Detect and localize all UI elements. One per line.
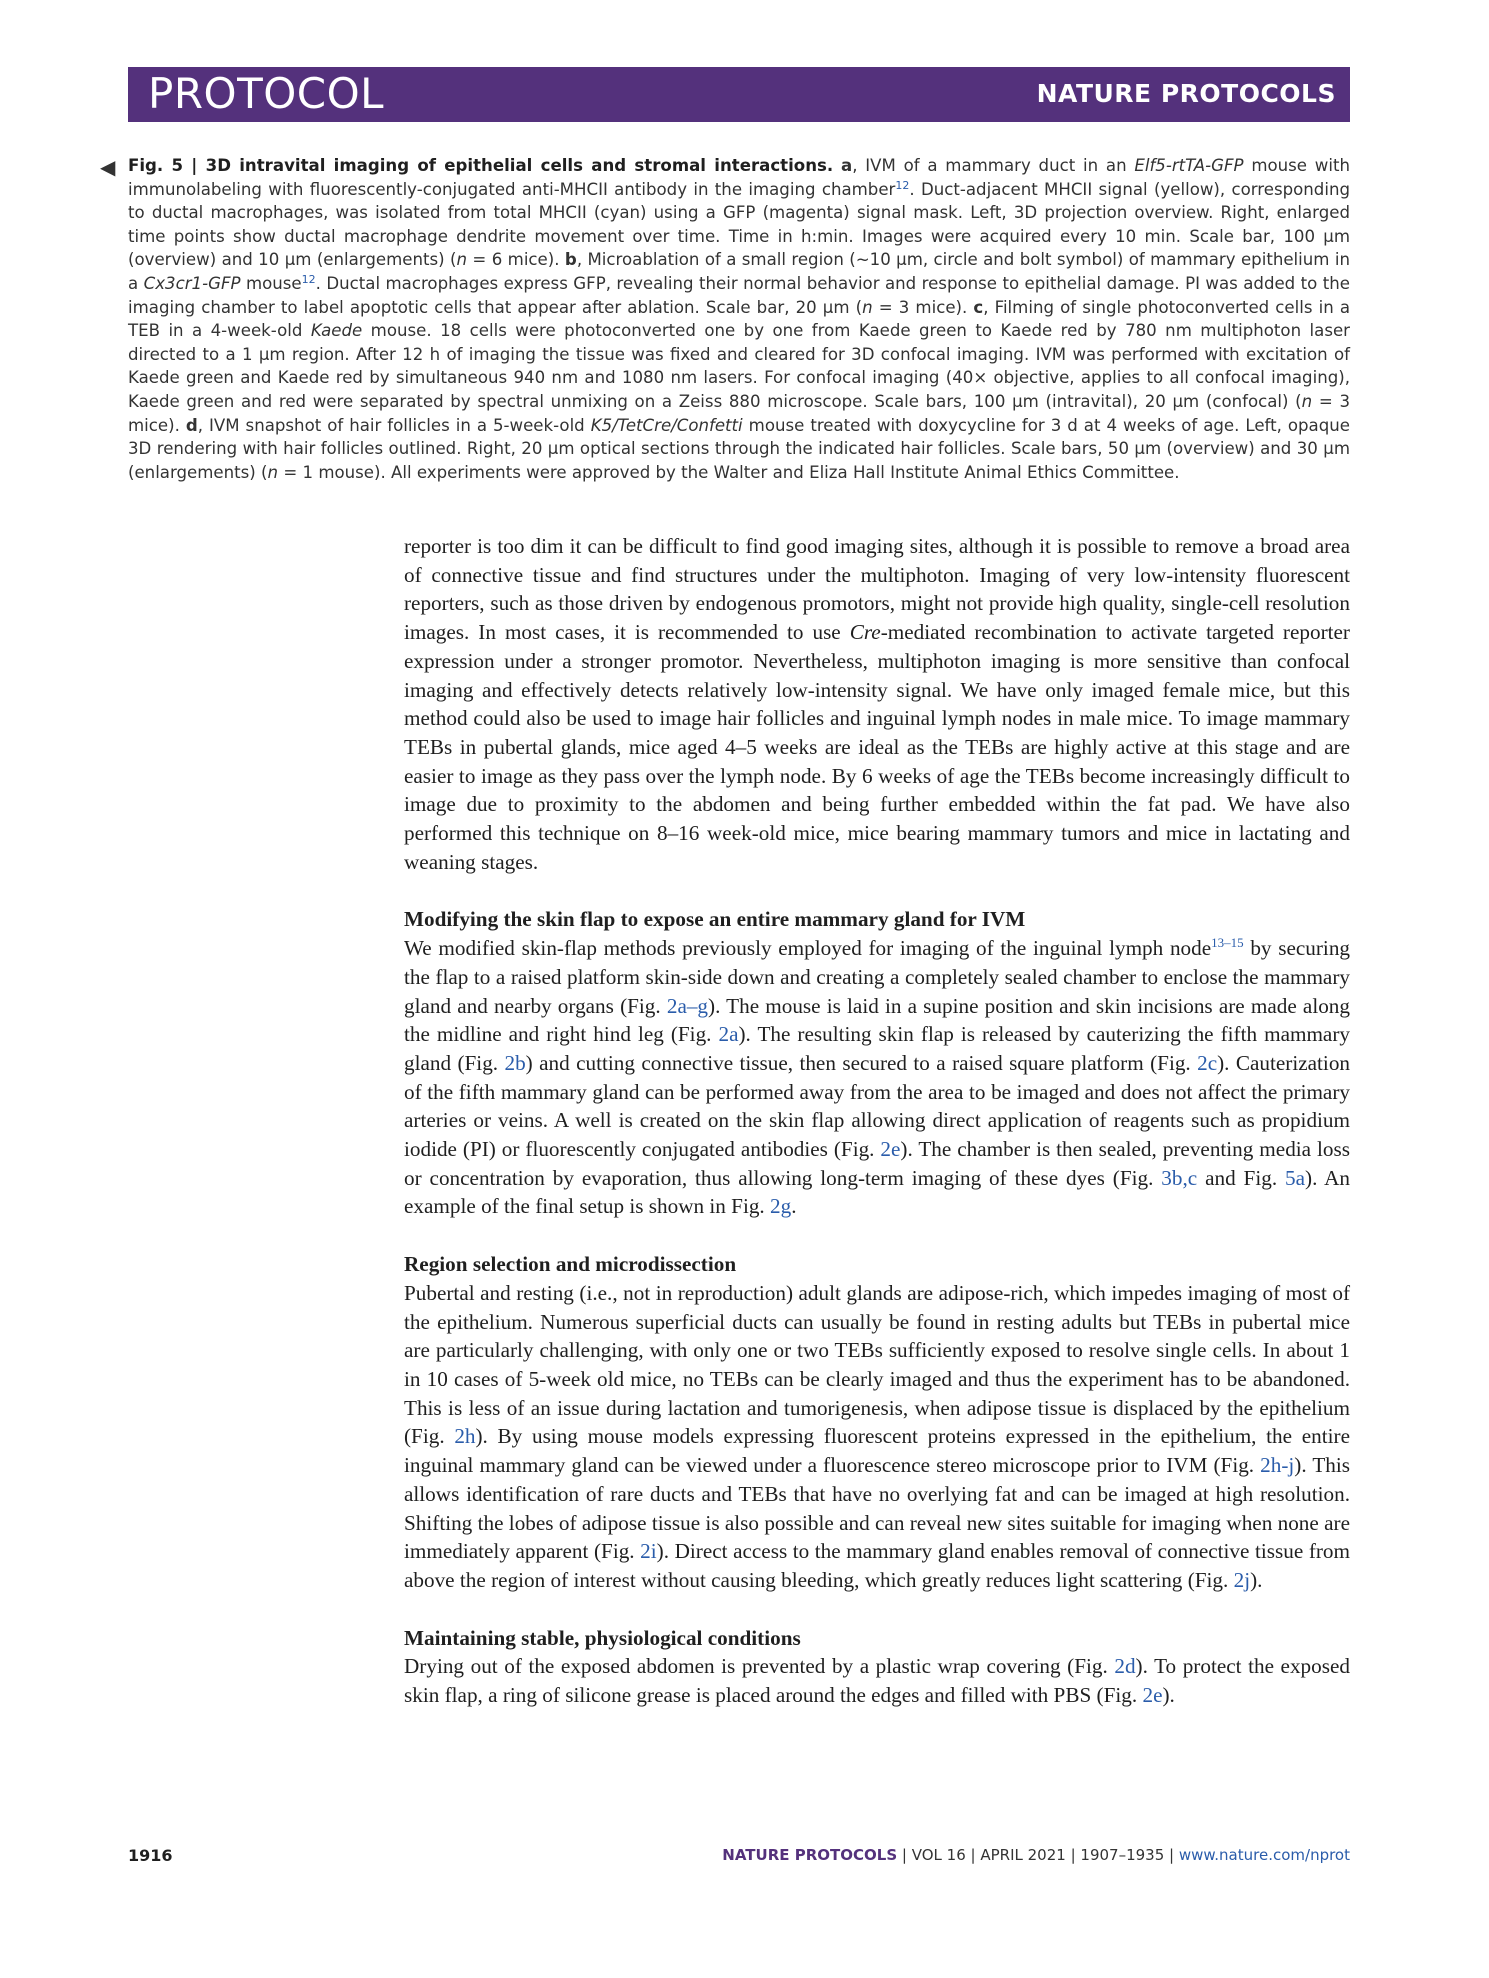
caption-arrow-icon: ◀ [100,155,116,179]
paragraph-text: ). [1250,1567,1263,1592]
paragraph-text: ). The chamber is then sealed, preventing media loss or concentration by evaporation, thus allowing long-term imaging of these dyes (Fig. [404,1137,1350,1190]
paragraph-text: ). The resulting skin flap is released by cauterizing the fifth mammary gland (Fig. [404,1022,1350,1075]
journal-title: NATURE PROTOCOLS [1036,79,1336,108]
figure-link[interactable]: 2c [1197,1050,1218,1075]
section-heading: Region selection and microdissection [404,1252,737,1277]
footer-journal: NATURE PROTOCOLS [722,1846,898,1864]
mouse-strain: Cx3cr1-GFP [143,273,241,293]
caption-text: mouse [240,273,302,293]
caption-text: , Filming of single photoconverted cells in a TEB in a 4-week-old [128,297,1350,341]
body-text [404,532,1350,1710]
separator: | [1065,1846,1081,1864]
paragraph [404,1652,1350,1709]
footer-url-link[interactable]: www.nature.com/nprot [1178,1846,1350,1864]
caption-text: mouse. 18 cells were photoconverted one by one from Kaede green to Kaede red by 780 nm multiphoton laser directed to a 1 μm region. After 12 h of imaging the tissue was fixed and cleared for 3D confocal imaging. IVM was performed with excitation of Kaede green and Kaede red by simultaneous 940 nm and 1080 nm lasers. For confocal imaging (40× objective, applies to all confocal imaging), Kaede green and red were separated by spectral unmixing on a Zeiss 880 microscope. Scale bars, 100 μm (intravital), 20 μm (confocal) ( [128,321,1350,411]
paragraph [404,1279,1350,1595]
footer-date: APRIL 2021 [980,1846,1066,1864]
caption-text: , Microablation of a small region (~10 μm, circle and bolt symbol) of mammary epithelium in a [128,250,1350,293]
separator: | [965,1846,981,1864]
reference-link[interactable]: 13–15 [1211,935,1244,951]
paragraph-text: ). Cauterization of the fifth mammary gland can be performed away from the area to be imaged and does not affect the primary arteries or veins. A well is created on the skin flap allowing direct application of reagents such as propidium iodide (PI) or fluorescently conjugated antibodies (Fig. [404,1050,1351,1162]
figure-link[interactable]: 2j [1233,1567,1251,1592]
italic-term: Cre [849,620,881,645]
figure-link[interactable]: 2h-j [1260,1453,1295,1478]
n-symbol: n [1301,391,1313,411]
paragraph-text: ). This allows identification of rare ducts and TEBs that have no overlying fat and can be imaged at high resolution. Shifting the lobes of adipose tissue is also possible and can reveal new sites suitable for imaging when none are immediately apparent (Fig. [404,1453,1350,1564]
caption-text: = 3 mice). [128,391,1350,435]
paragraph-text: ) and cutting connective tissue, then secured to a raised square platform (Fig. [525,1050,1198,1075]
reference-link[interactable]: 12 [301,272,316,286]
mouse-strain: Kaede [310,321,363,341]
paragraph-text: -mediated recombination to activate targeted reporter expression under a stronger promotor. Nevertheless, multiphoton imaging is more sensitive than confocal imaging and effectively detects relatively low-intensity signal. We have only imaged female mice, but this method could also be used to image hair follicles and inguinal lymph nodes in male mice. To image mammary TEBs in pubertal glands, mice aged 4–5 weeks are ideal as the TEBs are highly active at this stage and are easier to image as they pass over the lymph node. By 6 weeks of age the TEBs become increasingly difficult to image due to proximity to the abdomen and being further embedded within the fat pad. We have also performed this technique on 8–16 week-old mice, mice bearing mammary tumors and mice in lactating and weaning stages. [404,620,1350,874]
caption-text: . Ductal macrophages express GFP, revealing their normal behavior and response to epithelial damage. PI was added to the imaging chamber to label apoptotic cells that appear after ablation. Scale bar, 20 μm ( [128,273,1350,317]
figure-link[interactable]: 2b [504,1050,526,1075]
figure-link[interactable]: 2e [1142,1683,1163,1708]
panel-c-label: c [973,297,984,317]
paragraph [404,934,1350,1221]
panel-d-label: d [185,415,198,435]
reference-link[interactable]: 12 [895,178,910,192]
paragraph-text: ). By using mouse models expressing fluorescent proteins expressed in the epithelium, the entire inguinal mammary gland can be viewed under a fluorescence stereo microscope prior to IVM (Fig. [404,1424,1350,1478]
figure-link[interactable]: 5a [1285,1165,1306,1190]
caption-text: = 1 mouse). All experiments were approved by the Walter and Eliza Hall Institute Animal Ethics Committee. [278,462,1180,482]
mouse-strain: Elf5-rtTA-GFP [1134,156,1244,175]
figure-link[interactable]: 2a [718,1022,739,1047]
footer-volume: VOL 16 [911,1846,966,1864]
separator: | [897,1846,912,1864]
panel-a-label: a [840,156,853,175]
n-symbol: n [862,297,873,317]
figure-link[interactable]: 2g [770,1194,792,1219]
paragraph-text: Drying out of the exposed abdomen is prevented by a plastic wrap covering (Fig. [404,1654,1115,1679]
caption-text: = 6 mice). [467,250,565,270]
figure-link[interactable]: 2a–g [666,993,709,1018]
paragraph-text: and Fig. [1197,1165,1286,1190]
panel-b-label: b [564,250,577,270]
figure-link[interactable]: 2e [880,1137,901,1162]
section-heading: Maintaining stable, physiological conditions [404,1625,801,1650]
mouse-strain: K5/TetCre/Confetti [590,415,743,435]
caption-text: , IVM of a mammary duct in an [852,156,1135,175]
paragraph-text: reporter is too dim it can be difficult to find good imaging sites, although it is possible to remove a broad area of connective tissue and find structures under the multiphoton. Imaging of very low-intensity fluorescent reporters, such as those driven by endogenous promotors, might not provide high quality, single-cell resolution images. In most cases, it is recommended to use [404,534,1350,645]
caption-label: Fig. 5 | 3D intravital imaging of epithelial cells and stromal interactions. [128,156,834,175]
caption-text: mouse with immunolabeling with fluorescently-conjugated anti-MHCII antibody in the imaging chamber [128,156,1350,199]
paragraph-text: Pubertal and resting (i.e., not in reproduction) adult glands are adipose-rich, which impedes imaging of most of the epithelium. Numerous superficial ducts can usually be found in resting adults but TEBs in pubertal mice are particularly challenging, with only one or two TEBs sufficiently exposed to resolve single cells. In about 1 in 10 cases of 5-week old mice, no TEBs can be clearly imaged and thus the experiment has to be abandoned. This is less of an issue during lactation and tumorigenesis, when adipose tissue is displaced by the epithelium (Fig. [404,1280,1350,1449]
figure-link[interactable]: 2i [640,1539,657,1564]
paragraph-text: ). To protect the exposed skin flap, a ring of silicone grease is placed around the edges and filled with PBS (Fig. [404,1654,1350,1708]
paragraph-text: ). [1162,1683,1175,1708]
figure-link[interactable]: 2d [1114,1654,1136,1679]
paragraph-text: by securing the flap to a raised platform skin-side down and creating a completely sealed chamber to enclose the mammary gland and nearby organs (Fig. [404,936,1351,1018]
paragraph [404,532,1350,876]
section-type-title: PROTOCOL [148,69,385,118]
n-symbol: n [456,250,467,270]
paragraph-text: ). An example of the final setup is shown in Fig. [404,1165,1350,1219]
footer-pages: 1907–1935 [1080,1846,1165,1864]
n-symbol: n [267,462,279,482]
footer-citation [722,1846,1350,1864]
page-header [128,67,1350,122]
caption-text: = 3 mice). [872,297,974,317]
paragraph-text: . [791,1194,797,1219]
figure-caption [128,154,1350,484]
paragraph-text: We modified skin-flap methods previously employed for imaging of the inguinal lymph node [404,936,1212,961]
figure-link[interactable]: 3b,c [1161,1165,1198,1190]
section-heading: Modifying the skin flap to expose an entire mammary gland for IVM [404,907,1026,932]
separator: | [1164,1846,1179,1864]
page-number: 1916 [128,1846,173,1865]
paragraph-text: ). Direct access to the mammary gland enables removal of connective tissue from above the region of interest without causing bleeding, which greatly reduces light scattering (Fig. [404,1539,1350,1592]
caption-text: mouse treated with doxycycline for 3 d at 4 weeks of age. Left, opaque 3D rendering with hair follicles outlined. Right, 20 μm optical sections through the indicated hair follicles. Scale bars, 50 μm (overview) and 30 μm (enlargements) ( [128,415,1350,482]
paragraph-text: ). The mouse is laid in a supine position and skin incisions are made along the midline and right hind leg (Fig. [404,993,1350,1047]
caption-text: . Duct-adjacent MHCII signal (yellow), corresponding to ductal macrophages, was isolated from total MHCII (cyan) using a GFP (magenta) signal mask. Left, 3D projection overview. Right, enlarged time points show ductal macrophage dendrite movement over time. Time in h:min. Images were acquired every 10 min. Scale bar, 100 μm (overview) and 10 μm (enlargements) ( [128,179,1351,270]
caption-text: , IVM snapshot of hair follicles in a 5-week-old [197,415,591,435]
figure-link[interactable]: 2h [454,1424,476,1449]
